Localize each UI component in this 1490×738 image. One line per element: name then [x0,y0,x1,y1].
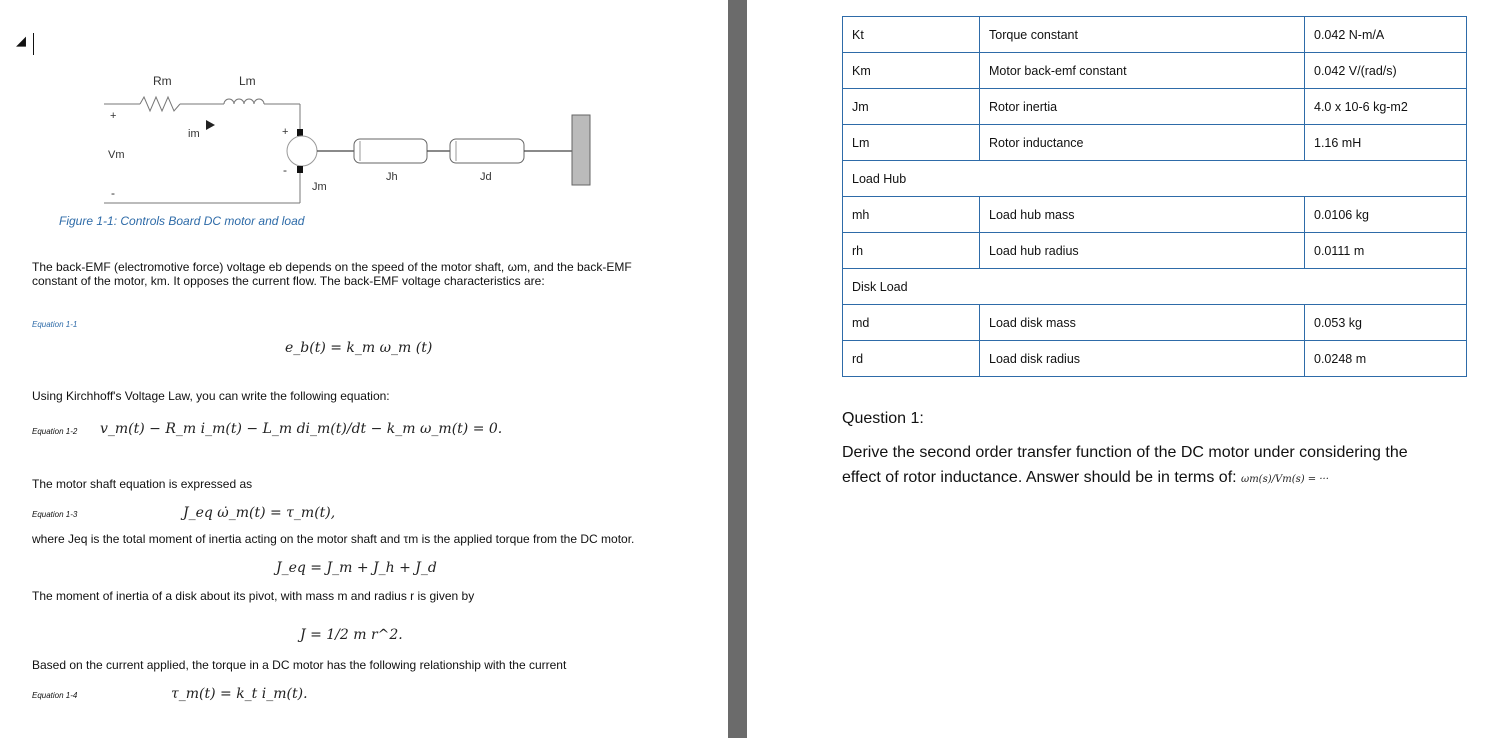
label-jm: Jm [312,181,327,193]
param-value: 4.0 x 10-6 kg-m2 [1305,89,1467,125]
label-minus-motor: - [283,163,287,177]
table-row [843,233,1467,269]
param-symbol: Km [843,53,980,89]
param-value: 0.0106 kg [1305,197,1467,233]
table-row [843,305,1467,341]
figure-caption: Figure 1-1: Controls Board DC motor and load [59,214,305,228]
equation-label-1-4: Equation 1-4 [32,691,78,700]
equation-1-2: v_m(t) − R_m i_m(t) − L_m di_m(t)/dt − k_m ω_m(t) = 0. [100,421,503,437]
param-value: 0.042 V/(rad/s) [1305,53,1467,89]
document-page-left [0,0,728,738]
equation-jeq: J_eq = J_m + J_h + J_d [276,560,437,576]
paragraph-torque-current: Based on the current applied, the torque in a DC motor has the following relationship with the current [32,658,567,672]
paragraph-kirchhoff: Using Kirchhoff's Voltage Law, you can write the following equation: [32,389,390,403]
paragraph-back-emf-line2: constant of the motor, km. It opposes the current flow. The back-EMF voltage characteristics are: [32,274,545,288]
param-description: Motor back-emf constant [980,53,1305,89]
dc-motor-load-figure [0,0,728,238]
label-rm: Rm [153,74,172,88]
inductor-symbol [224,99,264,104]
param-description: Torque constant [980,17,1305,53]
equation-1-4: τ_m(t) = k_t i_m(t). [171,686,308,702]
paragraph-disk-inertia: The moment of inertia of a disk about its pivot, with mass m and radius r is given by [32,589,475,603]
page-gutter [728,0,747,738]
param-symbol: Jm [843,89,980,125]
param-description: Load hub radius [980,233,1305,269]
table-row [843,197,1467,233]
paragraph-motor-shaft: The motor shaft equation is expressed as [32,477,253,491]
param-value: 1.16 mH [1305,125,1467,161]
param-symbol: rh [843,233,980,269]
paragraph-back-emf-line1: The back-EMF (electromotive force) voltage eb depends on the speed of the motor shaft, ωm, and the back-EMF [32,260,632,274]
param-description: Rotor inductance [980,125,1305,161]
table-row [843,341,1467,377]
param-value: 0.0248 m [1305,341,1467,377]
table-row [843,89,1467,125]
param-description: Load disk radius [980,341,1305,377]
current-arrow-icon [206,120,215,130]
param-description: Rotor inertia [980,89,1305,125]
param-description: Load hub mass [980,197,1305,233]
hub-cylinder [354,139,427,163]
table-row [843,125,1467,161]
equation-label-1-3: Equation 1-3 [32,510,78,519]
table-section-label: Load Hub [843,161,1467,197]
label-jd: Jd [480,171,492,183]
param-symbol: mh [843,197,980,233]
param-value: 0.0111 m [1305,233,1467,269]
table-row [843,17,1467,53]
label-plus-motor: + [282,126,289,138]
param-symbol: md [843,305,980,341]
paragraph-jeq-definition: where Jeq is the total moment of inertia acting on the motor shaft and τm is the applied torque from the DC motor. [32,532,635,546]
label-lm: Lm [239,74,256,88]
motor-symbol [287,136,317,166]
question-body [842,440,1442,492]
param-value: 0.053 kg [1305,305,1467,341]
wall-support [572,115,590,185]
param-symbol: Kt [843,17,980,53]
table-row [843,53,1467,89]
param-symbol: Lm [843,125,980,161]
equation-1-1: e_b(t) = k_m ω_m (t) [285,340,433,356]
label-im: im [188,128,200,140]
label-minus-left: - [111,186,115,200]
equation-disk-inertia: J = 1/2 m r^2. [300,627,403,643]
paragraph-marker-icon: ◢ [16,33,26,48]
label-vm: Vm [108,149,125,161]
parameter-table [842,16,1467,377]
disk-cylinder [450,139,524,163]
resistor-symbol [140,97,180,111]
label-jh: Jh [386,171,398,183]
table-section-row [843,161,1467,197]
label-plus-left: + [110,110,117,122]
param-value: 0.042 N-m/A [1305,17,1467,53]
param-description: Load disk mass [980,305,1305,341]
equation-label-1-1: Equation 1-1 [32,320,78,329]
table-section-row [843,269,1467,305]
equation-1-3: J_eq ω̇_m(t) = τ_m(t), [183,505,336,521]
table-section-label: Disk Load [843,269,1467,305]
question-title: Question 1: [842,410,924,427]
question-text: Derive the second order transfer function of the DC motor under considering the effect of rotor inductance. Answer should be in terms of: [842,444,1408,486]
param-symbol: rd [843,341,980,377]
equation-label-1-2: Equation 1-2 [32,427,78,436]
transfer-function-expression: ωm(s)/Vm(s) = ··· [1241,474,1329,485]
